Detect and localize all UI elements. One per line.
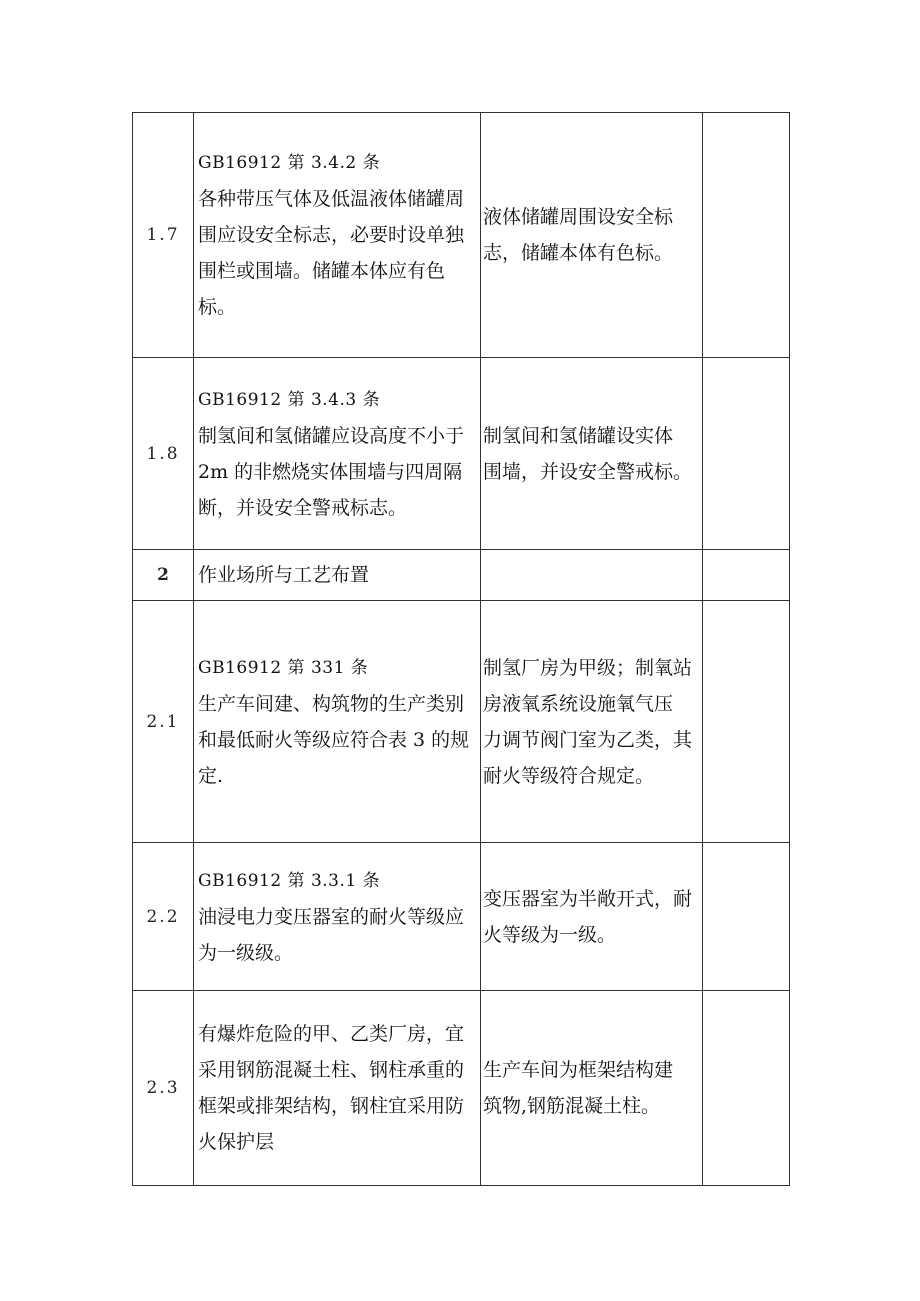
table-row bbox=[133, 991, 790, 1186]
result-cell bbox=[703, 358, 790, 550]
requirement-line: 2m 的非燃烧实体围墙与四周隔 bbox=[198, 460, 463, 483]
requirement-line: 火保护层 bbox=[198, 1131, 275, 1153]
requirement-line: 和最低耐火等级应符合表 3 的规 bbox=[198, 728, 470, 751]
requirement-line: 生产车间建、构筑物的生产类别 bbox=[198, 692, 465, 715]
table-row bbox=[133, 358, 790, 550]
actual-line: 力调节阀门室为乙类，其 bbox=[483, 728, 693, 751]
requirement-line: 标。 bbox=[198, 296, 237, 318]
actual-line: 房液氧系统设施氧气压 bbox=[483, 692, 674, 715]
actual-line: 制氢间和氢储罐设实体 bbox=[483, 424, 674, 447]
section-number: 2 bbox=[133, 550, 194, 601]
requirement-line: 有爆炸危险的甲、乙类厂房，宜 bbox=[198, 1023, 465, 1045]
actual-line: 变压器室为半敞开式，耐 bbox=[483, 887, 693, 910]
actual-condition-cell bbox=[481, 991, 703, 1186]
requirement-line: 框架或排架结构，钢柱宜采用防 bbox=[198, 1095, 465, 1117]
standard-code: GB16912 第 331 条 bbox=[198, 657, 369, 678]
item-number: 2.1 bbox=[133, 601, 194, 843]
requirement-line: 定. bbox=[198, 764, 224, 787]
actual-condition-cell bbox=[481, 843, 703, 991]
result-cell bbox=[703, 113, 790, 358]
item-number: 1.7 bbox=[133, 113, 194, 358]
actual-line: 液体储罐周围设安全标 bbox=[483, 206, 674, 228]
actual-line: 生产车间为框架结构建 bbox=[483, 1059, 674, 1081]
actual-condition-cell bbox=[481, 113, 703, 358]
section-heading-row bbox=[133, 550, 790, 601]
section-heading-cell bbox=[194, 550, 481, 601]
result-cell bbox=[703, 991, 790, 1186]
actual-condition-cell bbox=[481, 550, 703, 601]
section-heading: 作业场所与工艺布置 bbox=[198, 564, 370, 586]
item-number: 2.3 bbox=[133, 991, 194, 1186]
item-number: 2.2 bbox=[133, 843, 194, 991]
actual-condition-cell bbox=[481, 601, 703, 843]
table-row bbox=[133, 113, 790, 358]
actual-line: 制氢厂房为甲级；制氧站 bbox=[483, 656, 693, 679]
standard-code: GB16912 第 3.4.3 条 bbox=[198, 389, 381, 410]
result-cell bbox=[703, 843, 790, 991]
requirement-line: 制氢间和氢储罐应设高度不小于 bbox=[198, 424, 465, 447]
actual-line: 围墙，并设安全警戒标。 bbox=[483, 460, 693, 483]
result-cell bbox=[703, 601, 790, 843]
requirement-line: 采用钢筋混凝土柱、钢柱承重的 bbox=[198, 1059, 465, 1081]
requirement-cell bbox=[194, 358, 481, 550]
requirement-line: 各种带压气体及低温液体储罐周 bbox=[198, 188, 465, 210]
standard-code: GB16912 第 3.4.2 条 bbox=[198, 153, 381, 173]
actual-line: 志，储罐本体有色标。 bbox=[483, 242, 674, 264]
table-row bbox=[133, 601, 790, 843]
requirement-line: 围栏或围墙。储罐本体应有色 bbox=[198, 260, 446, 282]
result-cell bbox=[703, 550, 790, 601]
requirement-line: 围应设安全标志，必要时设单独 bbox=[198, 224, 465, 246]
actual-line: 耐火等级符合规定。 bbox=[483, 764, 655, 787]
requirement-cell bbox=[194, 113, 481, 358]
requirement-line: 油浸电力变压器室的耐火等级应 bbox=[198, 905, 465, 928]
actual-condition-cell bbox=[481, 358, 703, 550]
standard-code: GB16912 第 3.3.1 条 bbox=[198, 870, 381, 891]
inspection-table bbox=[132, 112, 790, 1186]
item-number: 1.8 bbox=[133, 358, 194, 550]
requirement-cell bbox=[194, 601, 481, 843]
actual-line: 火等级为一级。 bbox=[483, 923, 617, 946]
actual-line: 筑物,钢筋混凝土柱。 bbox=[483, 1095, 661, 1117]
requirement-cell bbox=[194, 843, 481, 991]
requirement-cell bbox=[194, 991, 481, 1186]
requirement-line: 为一级级。 bbox=[198, 941, 294, 964]
table-row bbox=[133, 843, 790, 991]
requirement-line: 断，并设安全警戒标志。 bbox=[198, 496, 408, 519]
